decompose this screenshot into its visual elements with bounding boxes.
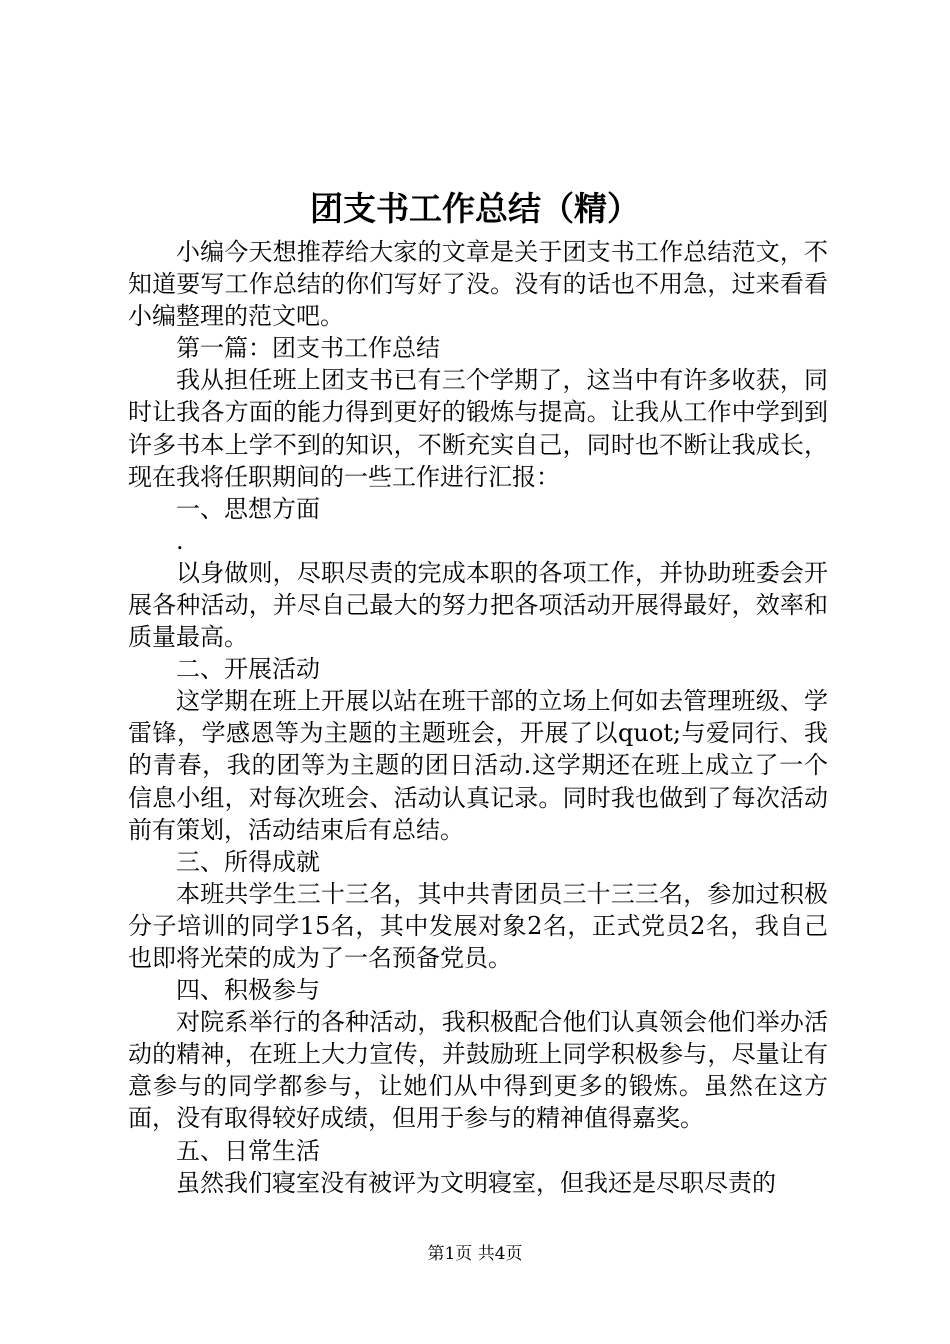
- paragraph-section-4: 对院系举行的各种活动，我积极配合他们认真领会他们举办活动的精神，在班上大力宣传，并鼓励班上同学积极参与，尽量让有意参与的同学都参与，让她们从中得到更多的锻炼。虽然在这方面，没有取得较好成绩，但用于参与的精神值得嘉奖。: [128, 1008, 828, 1133]
- heading-section-1: 一、思想方面: [176, 494, 320, 523]
- heading-section-3: 三、所得成就: [176, 847, 320, 876]
- paragraph-dot: .: [176, 526, 184, 555]
- paragraph-opening: 我从担任班上团支书已有三个学期了，这当中有许多收获，同时让我各方面的能力得到更好的锻炼与提高。让我从工作中学到到许多书本上学不到的知识，不断充实自己，同时也不断让我成长，现在我将任职期间的一些工作进行汇报：: [128, 366, 828, 491]
- paragraph-section-5: 虽然我们寝室没有被评为文明寝室，但我还是尽职尽责的: [176, 1168, 776, 1197]
- document-body: [128, 236, 828, 1199]
- document-title: 团支书工作总结（精）: [310, 189, 640, 228]
- paragraph-section-3: 本班共学生三十三名，其中共青团员三十三三名，参加过积极分子培训的同学15名，其中发展对象2名，正式党员2名，我自己也即将光荣的成为了一名预备党员。: [128, 879, 828, 972]
- heading-part-one: 第一篇：团支书工作总结: [176, 334, 440, 363]
- heading-section-4: 四、积极参与: [176, 976, 320, 1005]
- paragraph-intro: 小编今天想推荐给大家的文章是关于团支书工作总结范文，不知道要写工作总结的你们写好了没。没有的话也不用急，过来看看小编整理的范文吧。: [128, 238, 828, 331]
- paragraph-section-2: 这学期在班上开展以站在班干部的立场上何如去管理班级、学雷锋，学感恩等为主题的主题班会，开展了以quot;与爱同行、我的青春，我的团等为主题的团日活动.这学期还在班上成立了一个信息小组，对每次班会、活动认真记录。同时我也做到了每次活动前有策划，活动结束后有总结。: [128, 687, 828, 844]
- heading-section-5: 五、日常生活: [176, 1136, 320, 1165]
- paragraph-section-1: 以身做则，尽职尽责的完成本职的各项工作，并协助班委会开展各种活动，并尽自己最大的努力把各项活动开展得最好，效率和质量最高。: [128, 558, 828, 652]
- page-number-footer: 第1页 共4页: [427, 1244, 523, 1264]
- heading-section-2: 二、开展活动: [176, 655, 320, 684]
